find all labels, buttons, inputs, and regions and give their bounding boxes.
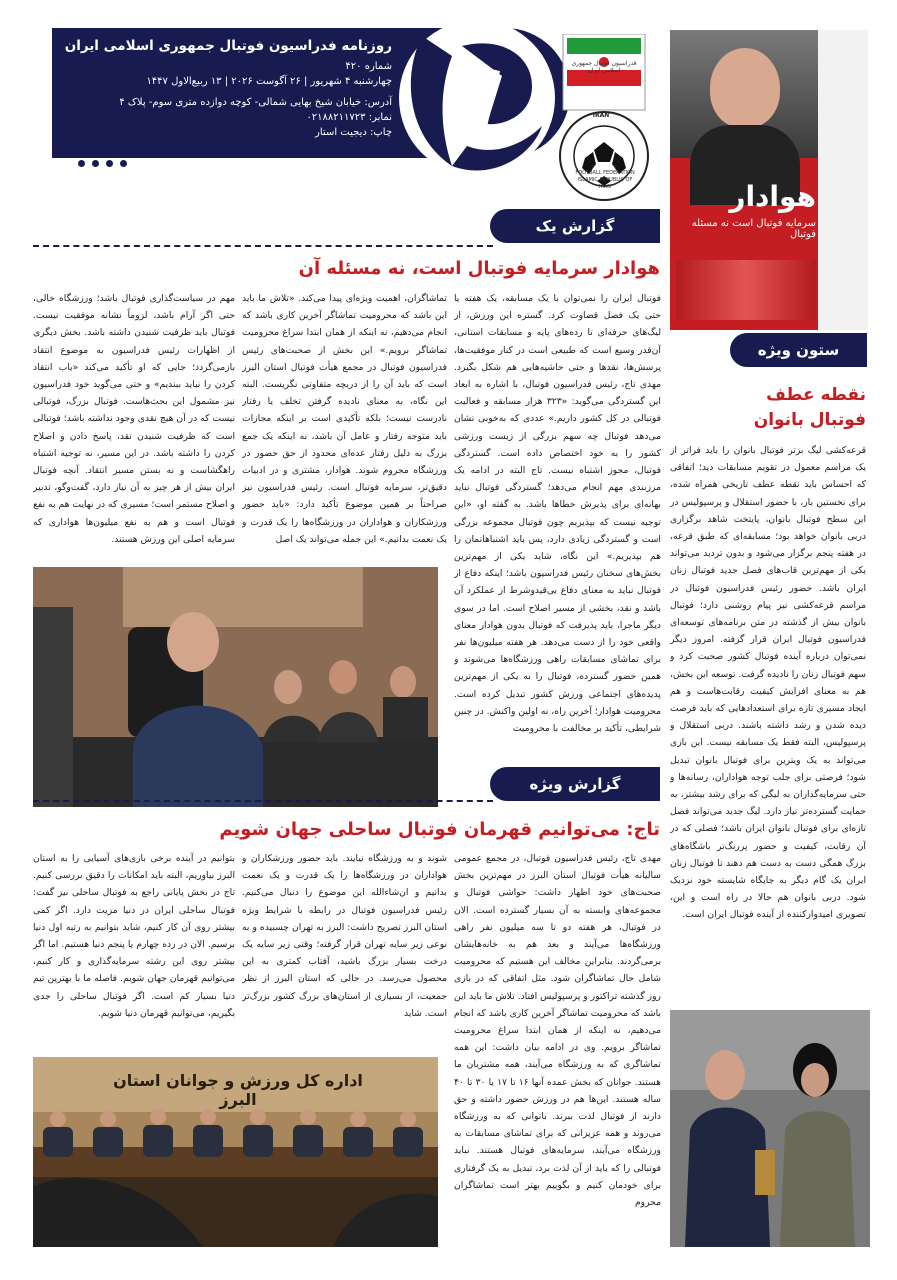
decorative-dots — [78, 160, 127, 167]
masthead-logo — [382, 16, 558, 186]
column-headline-line1: نقطه عطف — [766, 385, 866, 405]
article1-col3: مهم در سیاست‌گذاری فوتبال باشد؛ ورزشگاه خالی، حتی اگر آرام باشد، لزوماً نشانه موفقیت نیست. فوتبال باید ظرفیت شنیدن داشته باشد. بخش دیگری از اظهارات رئیس فدراسیون به موضوع انتقاد بازمی‌گردد؛ جایی که او تأکید می‌کند «باب انتقاد کردن را نباید ببندیم» و حتی می‌گوید خود فدراسیون نیز مشمول این بحث‌هاست. فوتبال بزرگ، فوتبالی نیست که در آن هیچ نقدی وجود نداشته باشد؛ فوتبالی است که ظرفیت شنیدن نقد، پاسخ دادن و اصلاح کردن را داشته باشد. در این مسیر، نه توجیه اشتباه راهگشاست و نه بستن مسیر انتقاد. آنچه فوتبال ایران بیش از هر چیز به آن نیاز دارد، گفت‌وگو، تدبیر و اصلاح مستمر است؛ مسیری که در نهایت هم به نفع فوتبال است و هم به نفع میلیون‌ها هواداری که سرمایه اصلی این ورزش هستند. — [33, 293, 235, 545]
cover-subheadline: سرمایه فوتبال است نه مسئله فوتبال — [691, 218, 816, 240]
section-label-special: گزارش ویژه — [490, 767, 660, 801]
article1-headline: هوادار سرمایه فوتبال است، نه مسئله آن — [298, 258, 660, 279]
section-divider-2 — [33, 800, 493, 802]
article2-col2: شوند و به ورزشگاه نیایند. باید حضور ورزشکاران و هواداران در ورزشگاه‌ها را یک قدرت و یک نعمت بدانیم و ان‌شاءالله این موضوع را دنبال می‌کنیم. رئیس فدراسیون فوتبال در رابطه با شرایط ویژه استان البرز تصریح داشت: البرز به تهران چسبیده و به نوعی زیر سایه تهران قرار گرفته؛ وقتی زیر سایه یک درخت بسیار بزرگ باشید، آفتاب کمتری به این محصول می‌رسد. در حالی که استان البرز از نظر جمعیت، از بسیاری از استان‌های بزرگ کشور بزرگ‌تر است. شاید — [242, 853, 447, 1019]
ceremony-photo — [670, 1010, 870, 1247]
column-headline-line2: فوتبال بانوان — [753, 410, 866, 430]
assembly-photo — [33, 1057, 438, 1247]
article2-col3: بتوانیم در آینده برخی بازی‌های آسیایی را به استان البرز بیاوریم، البته باید امکانات را دقیق بررسی کنیم. تاج در بخش پایانی راجع به فوتبال ساحلی نیز گفت: فوتبال ساحلی ایران در دنیا مزیت دارد. اگر کمی بیشتر روی آن کار کنیم، شاید بتوانیم به رتبه اول دنیا برسیم. الان در رده چهارم یا پنجم دنیا هستیم. اما اگر بیشتر روی این رشته سرمایه‌گذاری و کار کنیم، می‌توانیم قهرمان جهان شویم. فاصله ما با بهترین تیم دنیا بسیار کم است. اگر فوتبال ساحلی را جدی بگیریم، می‌توانیم قهرمان دنیا شویم. — [33, 853, 235, 1019]
section-label-column: ستون ویژه — [730, 333, 867, 367]
federation-ring-text: FOOTBALL FEDERATION ISLAMIC REPUBLIC OF IRAN — [575, 170, 635, 190]
ball-text: IRAN — [592, 112, 610, 119]
section-label-report: گزارش یک — [490, 209, 660, 243]
cover-team-photo — [676, 260, 816, 320]
section-divider — [33, 245, 493, 247]
article1-col1: فوتبال ایران را نمی‌توان با یک مسابقه، یک هفته یا حتی یک فصل قضاوت کرد. گستره این ورزش، از لیگ‌های حرفه‌ای تا رده‌های پایه و مسابقات استانی، آن‌قدر وسیع است که طبیعی است در کنار موفقیت‌ها، پرسش‌ها، نقدها و حتی حاشیه‌هایی هم شکل بگیرد. مهدی تاج، رئیس فدراسیون فوتبال، با اشاره به ابعاد این گستردگی می‌گوید: «۳۲۳ هزار مسابقه و فعالیت فوتبالی در کل کشور داریم.» عددی که به‌خوبی نشان می‌دهد فوتبال چه سهم بزرگی از زیست ورزشی کشور را به خود اختصاص داده است. گستردگی فوتبال، مجوز اشتباه نیست. تاج البته در ادامه یک مرزبندی مهم انجام می‌دهد؛ گستردگی فوتبال نباید بهانه‌ای برای پذیرش خطاها باشد. به گفته او، «این توجیه نیست که بپذیریم چون فوتبال مجموعه بزرگی است و گستردگی زیادی دارد، پس باید اشتباهاتمان را هم بپذیریم.» این نگاه، شاید یکی از مهم‌ترین بخش‌های سخنان رئیس فدراسیون باشد؛ اینکه دفاع از فوتبال نباید به معنای دفاع بی‌قیدوشرط از عملکرد آن باشد و نقد، بخشی از مسیر اصلاح است. اما در سوی دیگر ماجرا، باید پذیرفت که فوتبال بدون هوادار معنای واقعی خود را از دست می‌دهد. هر هفته میلیون‌ها نفر برای تماشای مسابقات راهی ورزشگاه‌ها می‌شوند و همین حضور گسترده، فوتبال را به یکی از مهم‌ترین پدیده‌های اجتماعی ورزش کشور تبدیل کرده است. محرومیت هوادار؛ آخرین راه، نه اولین واکنش. در چنین شرایطی، تأکید بر مخالفت با محرومیت — [454, 293, 661, 735]
cover-thumbnail[interactable] — [670, 30, 868, 330]
wall-sign: اداره کل ورزش و جوانان استان البرز — [113, 1071, 363, 1109]
federation-logo-caption: فدراسیون فوتبال جمهوری اسلامی ایران — [571, 60, 637, 74]
newspaper-title: روزنامه فدراسیون فوتبال جمهوری اسلامی ایران — [64, 38, 392, 54]
article2-col1: مهدی تاج، رئیس فدراسیون فوتبال، در مجمع عمومی سالیانه هیأت فوتبال استان البرز در مهم‌ترین بخش صحبت‌های خود اظهار داشت: حواشی فوتبال و مجموعه‌های وابسته به آن بسیار گسترده است. الان در فوتبال، هر هفته دو تا سه میلیون نفر راهی ورزشگاه‌ها می‌آیند و بعد هم به خانه‌هایشان برمی‌گردند. بنابراین مخالف این هستیم که محرومیت شامل حال تماشاگران شود. مثل اتفاقی که در بازی روز گذشته تراکتور و پرسپولیس افتاد. تلاش ما باید این باشد که محرومیت تماشاگر آخرین کاری باشد که انجام می‌دهیم، نه اینکه از همان ابتدا سراغ محرومیت تماشاگر برویم. وی در ادامه بیان داشت: این همه تماشاگری که به ورزشگاه می‌آیند، همه مشتریان ما هستند. جوانان که بخش عمده آنها ۱۶ تا ۱۷ یا ۳۰ تا ۴۰ ساله هستند. این‌ها هم در ورزش حضور داشته و حق دارند از فوتبال لذت ببرند. بانوانی که به ورزشگاه می‌روند و همه عزیزانی که برای تماشای مسابقات به ورزشگاه می‌آیند، سرمایه‌های فوتبال هستند. نباید فوتبالی را که باید از آن لذت برد، تبدیل به یک گرفتاری برای خودمان کنیم و بگوییم بهتر است تماشاگران محروم — [454, 853, 661, 1209]
address: آدرس: خیابان شیخ بهایی شمالی- کوچه دوازده متری سوم- پلاک ۴ — [119, 97, 392, 108]
article2-headline: تاج: می‌توانیم قهرمان فوتبال ساحلی جهان شویم — [219, 819, 660, 840]
article1-col2: تماشاگران، اهمیت ویژه‌ای پیدا می‌کند. «تلاش ما باید این باشد که محرومیت تماشاگر آخرین کاری باشد که انجام می‌دهیم، نه اینکه از همان ابتدا سراغ محرومیت تماشاگر برویم.» این بخش از صحبت‌های رئیس فدراسیون فوتبال در مجمع هیأت فوتبال استان البرز است که باید آن را از دریچه متفاوتی نگریست. البته این نگاه، به معنای نادیده گرفتن تخلف یا رفتار نادرست نیست؛ بلکه تأکیدی است بر اینکه مجازات باید متوجه رفتار و عامل آن باشد، نه اینکه یک جمع بزرگ به دلیل رفتار عده‌ای محدود از حق حضور در ورزشگاه محروم شوند. هوادار، مشتری و در ادبیات دقیق‌تر، سرمایه فوتبال است. رئیس فدراسیون نیز صراحتاً بر همین موضوع تأکید دارد: «باید حضور ورزشکاران و هواداران در ورزشگاه‌ها را یک قدرت و یک نعمت بدانیم.» این جمله می‌تواند یک اصل — [242, 293, 447, 545]
meeting-photo — [33, 567, 438, 807]
issue-number: شماره ۴۲۰ — [345, 61, 392, 72]
column-body: قرعه‌کشی لیگ برتر فوتبال بانوان را باید فراتر از یک مراسم معمول در تقویم مسابقات دید؛ اتفاقی که احساس باید نقطه عطف تاریخی همراه شده، برای نخستین بار، با حضور استقلال و پرسپولیس در این سطح فوتبال بانوان، پایتخت شاهد برگزاری دربی بانوان خواهد بود؛ مسابقه‌ای که طبق قرعه، در هفته پنجم برگزار می‌شود و بدون تردید می‌تواند یکی از مهم‌ترین قاب‌های فصل جدید فوتبال زنان ایران باشد. حضور رئیس فدراسیون فوتبال در مراسم قرعه‌کشی نیز پیام روشنی دارد؛ فوتبال بانوان بیش از گذشته در متن برنامه‌های توسعه‌ای فدراسیون فوتبال ایران قرار گرفته. امروز دیگر نمی‌توان درباره آینده فوتبال کشور صحبت کرد و سهم فوتبال زنان را نادیده گرفت. توسعه این بخش، هم به معنای افزایش کیفیت رقابت‌هاست و هم ایجاد مسیری تازه برای استعدادهایی که باید فرصت دیده شدن و رشد داشته باشند. دربی استقلال و پرسپولیس، البته فقط یک مسابقه نیست. این بازی می‌تواند به یک ویترین برای فوتبال بانوان تبدیل شود؛ فرصتی برای جلب توجه هواداران، رسانه‌ها و حتی سرمایه‌گذاران به لیگی که برای رشد بیشتر، به حمایت گسترده‌تر نیاز دارد. لیگ جدید می‌تواند فصل تازه‌ای برای فوتبال بانوان ایران باشد؛ فصلی که در آن رقابت، کیفیت و حضور پررنگ‌تر باشگاه‌های بزرگ همگی دست به دست هم دهند تا فوتبال زنان ایران یک گام دیگر به جایگاه شایسته خود نزدیک شود. دربی بانوان هم حالا در راه است و این، تصویری امیدوارکننده از آینده فوتبال ایران است. — [670, 445, 866, 921]
issue-date: چهارشنبه ۴ شهریور | ۲۶ آگوست ۲۰۲۶ | ۱۳ ربیع‌الاول ۱۴۴۷ — [146, 76, 392, 87]
cover-headline: هوادار — [729, 180, 816, 213]
cover-portrait — [710, 48, 780, 128]
fax: نمابر: ۰۲۱۸۸۲۱۱۷۲۳ — [306, 112, 392, 123]
masthead-info — [62, 36, 392, 140]
printer: چاپ: دیجیت استار — [315, 127, 392, 138]
